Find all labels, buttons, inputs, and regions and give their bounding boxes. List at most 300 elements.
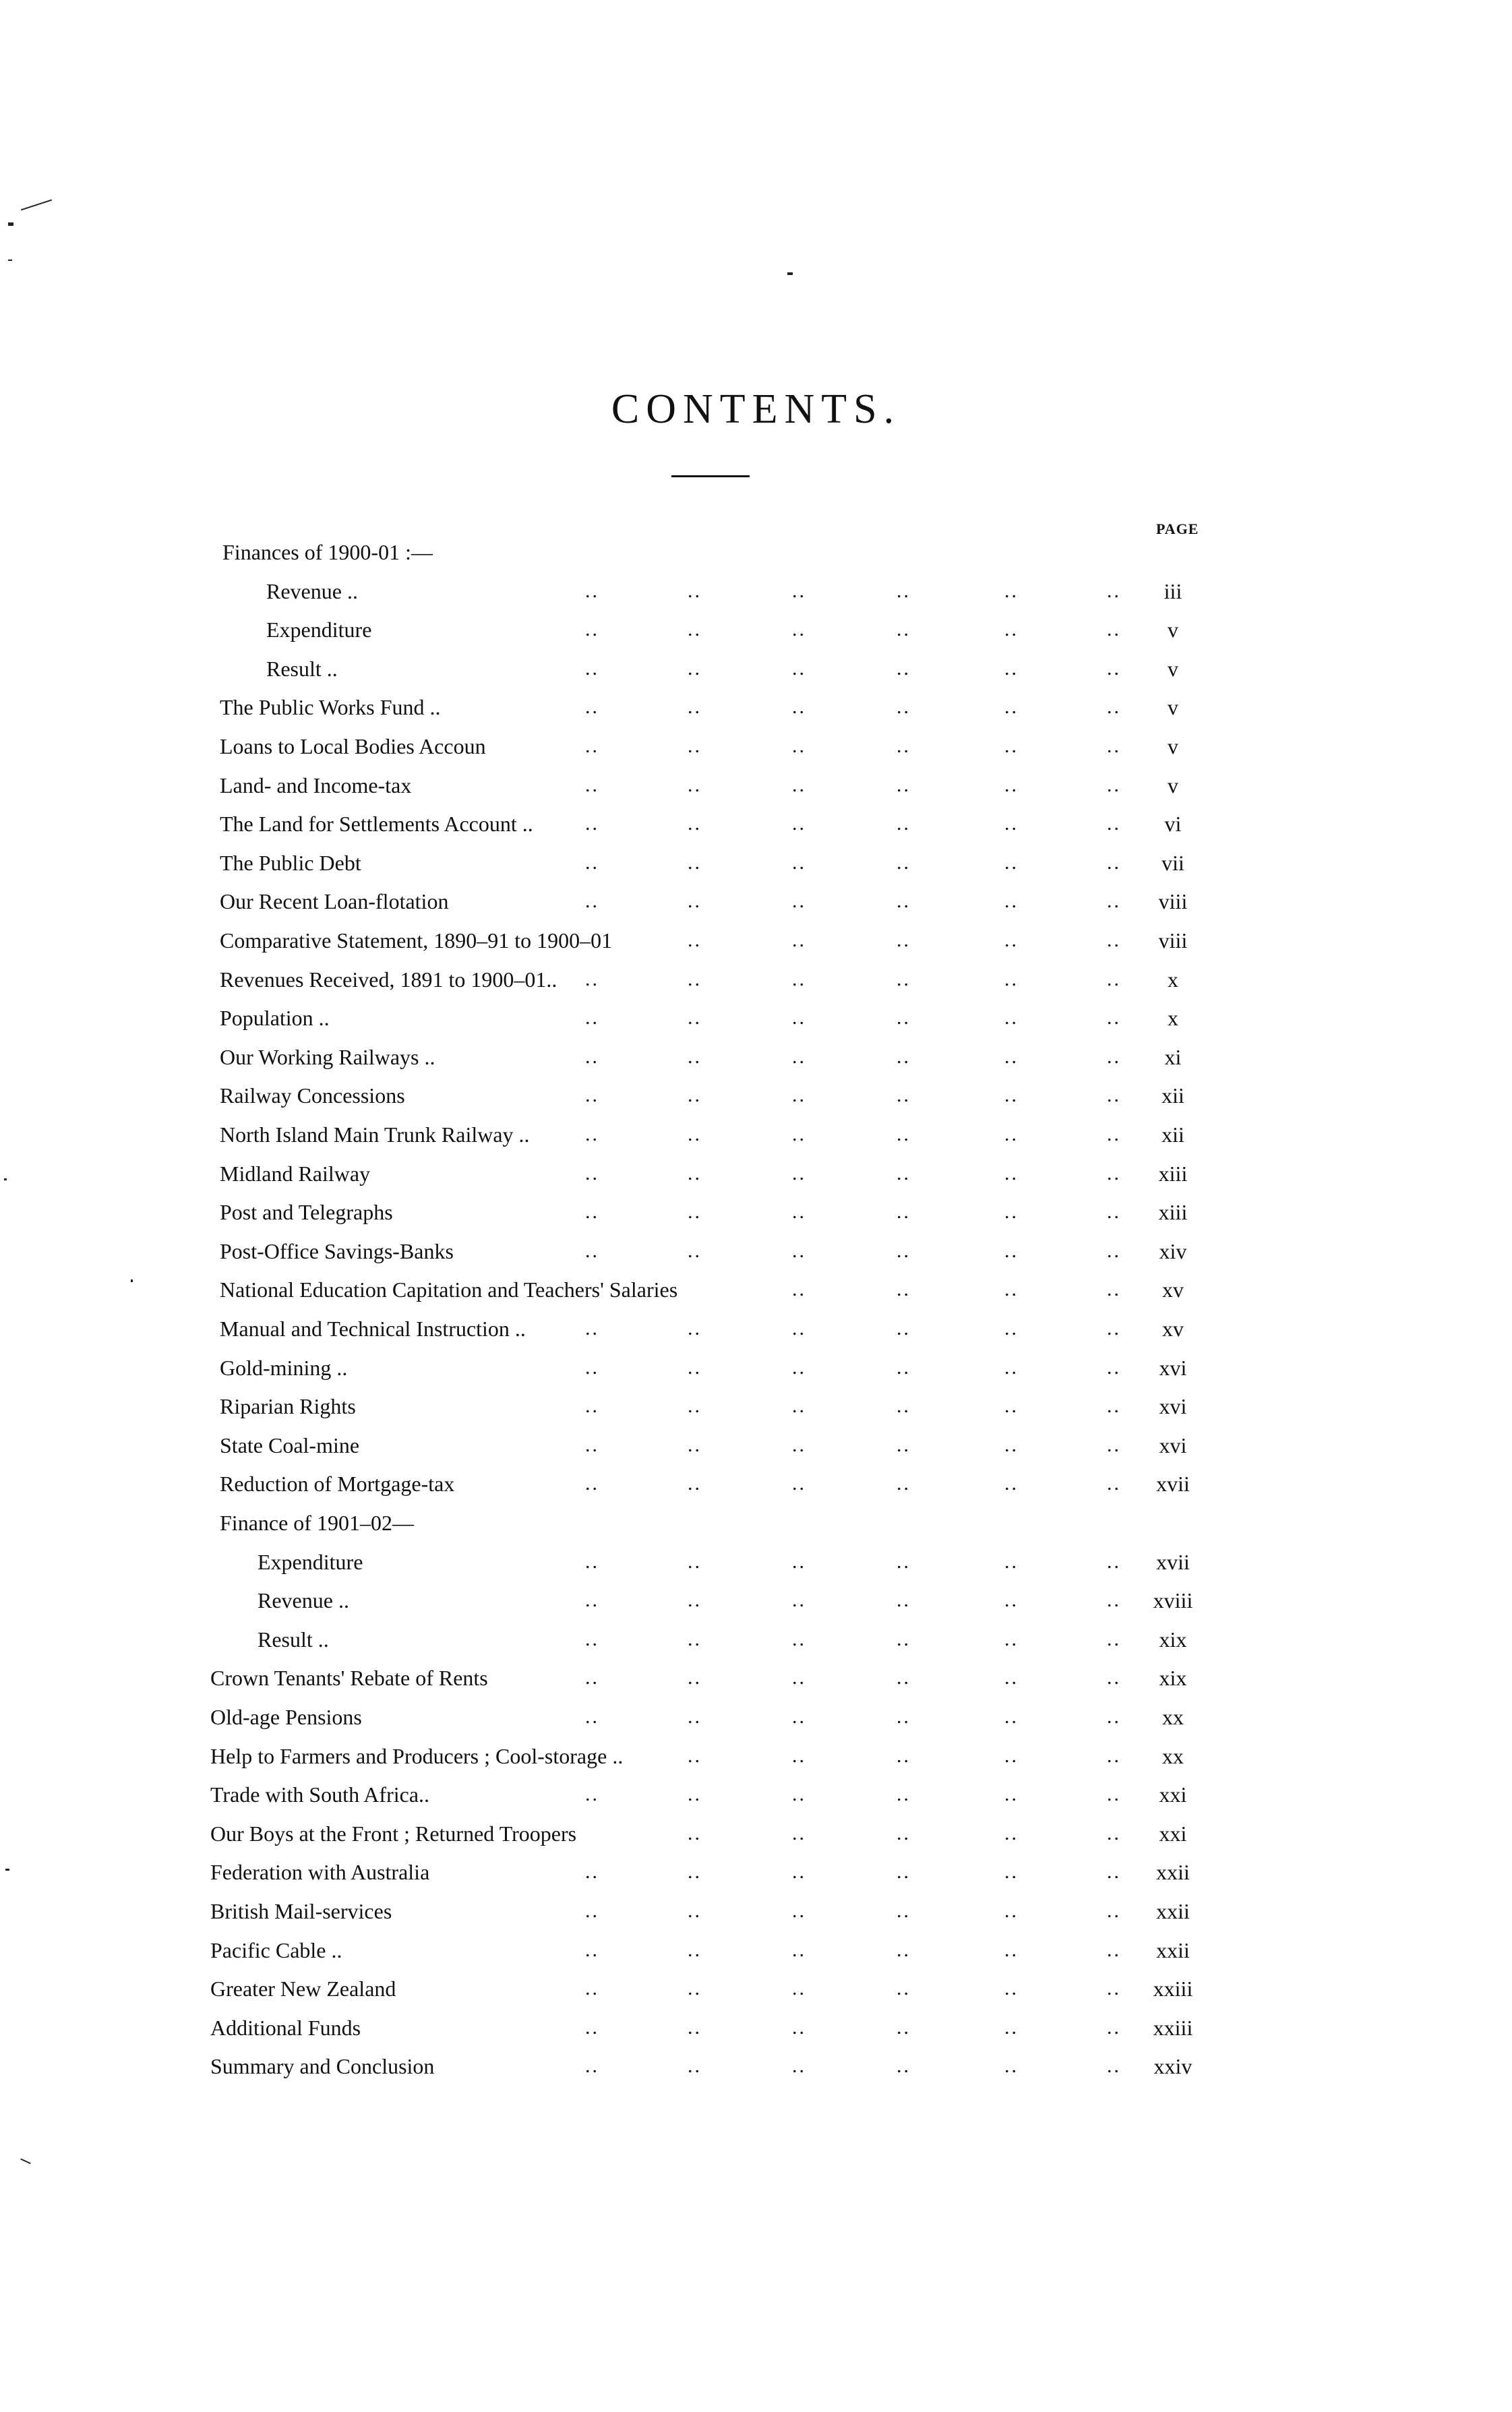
- toc-entry-label: Expenditure: [258, 1549, 363, 1574]
- leader-dots: ..: [792, 1627, 806, 1650]
- leader-dots: ..: [688, 929, 702, 951]
- toc-entry-label: Finance of 1901–02—: [220, 1511, 414, 1535]
- toc-entry: [0, 924, 1247, 957]
- leader-dots: ..: [897, 1627, 911, 1650]
- dot-leader: [0, 1157, 1139, 1190]
- dot-leader: [0, 691, 1139, 723]
- leader-dots: ..: [1107, 773, 1121, 796]
- leader-dots: ..: [688, 1977, 702, 2000]
- toc-entry-label: The Public Works Fund ..: [220, 695, 441, 720]
- toc-entry-label: Riparian Rights: [220, 1394, 356, 1419]
- toc-entry-page: xix: [1159, 1627, 1187, 1652]
- toc-entry: [0, 2050, 1247, 2082]
- dot-leader: [0, 1701, 1139, 1733]
- toc-entry-page: xxi: [1159, 1782, 1187, 1807]
- leader-dots: ..: [897, 1317, 911, 1339]
- leader-dots: ..: [897, 735, 911, 757]
- leader-dots: ..: [585, 657, 599, 680]
- dot-leader: [0, 613, 1139, 646]
- toc-entry: [0, 1468, 1247, 1500]
- toc-entry-page: x: [1168, 967, 1178, 992]
- leader-dots: ..: [897, 1666, 911, 1689]
- toc-entry: [0, 885, 1247, 917]
- toc-entry: [0, 1972, 1247, 2005]
- toc-entry-page: xxii: [1156, 1860, 1190, 1885]
- leader-dots: ..: [1004, 1821, 1019, 1844]
- leader-dots: ..: [585, 1395, 599, 1418]
- toc-entry-page: v: [1168, 695, 1178, 720]
- toc-entry: [0, 1429, 1247, 1461]
- leader-dots: ..: [1004, 1550, 1019, 1573]
- leader-dots: ..: [792, 735, 806, 757]
- toc-entry-label: Land- and Income-tax: [220, 773, 412, 797]
- scan-mark: [4, 1178, 7, 1180]
- leader-dots: ..: [585, 1900, 599, 1922]
- toc-entry-page: v: [1168, 773, 1178, 797]
- leader-dots: ..: [585, 1123, 599, 1145]
- leader-dots: ..: [1004, 1162, 1019, 1184]
- toc-entry-label: Crown Tenants' Rebate of Rents: [210, 1666, 488, 1691]
- leader-dots: ..: [1107, 1433, 1121, 1456]
- dot-leader: [0, 1313, 1139, 1345]
- leader-dots: ..: [897, 1239, 911, 1262]
- toc-entry: [0, 613, 1247, 646]
- leader-dots: ..: [1107, 851, 1121, 874]
- leader-dots: ..: [792, 1201, 806, 1224]
- leader-dots: ..: [1004, 1900, 1019, 1922]
- leader-dots: ..: [688, 812, 702, 835]
- leader-dots: ..: [1004, 929, 1019, 951]
- toc-entry: [0, 1701, 1247, 1733]
- leader-dots: ..: [688, 890, 702, 913]
- leader-dots: ..: [792, 1550, 806, 1573]
- toc-entry-label: Comparative Statement, 1890–91 to 1900–01: [220, 928, 613, 953]
- dot-leader: [0, 1662, 1139, 1694]
- leader-dots: ..: [585, 735, 599, 757]
- leader-dots: ..: [688, 1084, 702, 1107]
- leader-dots: ..: [792, 929, 806, 951]
- dot-leader: [0, 1584, 1139, 1617]
- leader-dots: ..: [792, 1821, 806, 1844]
- toc-entry: [0, 1079, 1247, 1112]
- leader-dots: ..: [792, 1239, 806, 1262]
- leader-dots: ..: [1107, 1938, 1121, 1961]
- toc-entry-label: Old-age Pensions: [210, 1705, 362, 1729]
- leader-dots: ..: [897, 851, 911, 874]
- toc-entry: [0, 1856, 1247, 1888]
- toc-entry-label: National Education Capitation and Teachers' Salaries: [220, 1277, 678, 1302]
- toc-entry-label: Population ..: [220, 1006, 330, 1031]
- toc-entry: [0, 963, 1247, 996]
- leader-dots: ..: [792, 967, 806, 990]
- leader-dots: ..: [897, 1278, 911, 1301]
- scan-mark: [8, 260, 12, 261]
- leader-dots: ..: [585, 1977, 599, 2000]
- leader-dots: ..: [688, 1433, 702, 1456]
- toc-entry-label: Additional Funds: [210, 2015, 361, 2040]
- leader-dots: ..: [585, 1783, 599, 1806]
- leader-dots: ..: [792, 696, 806, 719]
- leader-dots: ..: [1004, 890, 1019, 913]
- leader-dots: ..: [688, 1666, 702, 1689]
- leader-dots: ..: [1004, 1472, 1019, 1495]
- leader-dots: ..: [792, 657, 806, 680]
- leader-dots: ..: [688, 735, 702, 757]
- toc-entry-label: Revenue ..: [258, 1588, 349, 1613]
- leader-dots: ..: [585, 1239, 599, 1262]
- toc-entry-label: Revenues Received, 1891 to 1900–01..: [220, 967, 557, 992]
- leader-dots: ..: [1107, 1317, 1121, 1339]
- leader-dots: ..: [1004, 851, 1019, 874]
- toc-entry-label: Pacific Cable ..: [210, 1937, 342, 1962]
- dot-leader: [0, 1856, 1139, 1888]
- leader-dots: ..: [1004, 1006, 1019, 1029]
- leader-dots: ..: [897, 929, 911, 951]
- toc-entry-page: xiv: [1159, 1238, 1187, 1263]
- leader-dots: ..: [1004, 1123, 1019, 1145]
- dot-leader: [0, 653, 1139, 685]
- leader-dots: ..: [792, 1317, 806, 1339]
- leader-dots: ..: [792, 773, 806, 796]
- toc-entry-page: xxi: [1159, 1821, 1187, 1846]
- leader-dots: ..: [897, 1861, 911, 1883]
- dot-leader: [0, 1934, 1139, 1966]
- leader-dots: ..: [792, 1977, 806, 2000]
- toc-entry-label: Summary and Conclusion: [210, 2054, 435, 2079]
- leader-dots: ..: [1004, 618, 1019, 641]
- leader-dots: ..: [688, 1395, 702, 1418]
- toc-entry-page: xxii: [1156, 1899, 1190, 1923]
- toc-entry-label: Federation with Australia: [210, 1860, 430, 1885]
- leader-dots: ..: [1004, 1744, 1019, 1767]
- toc-entry: [0, 1507, 1247, 1539]
- toc-entry-label: Revenue ..: [266, 578, 358, 603]
- toc-entry-page: v: [1168, 656, 1178, 681]
- leader-dots: ..: [1004, 1861, 1019, 1883]
- leader-dots: ..: [792, 890, 806, 913]
- toc-entry-label: Gold-mining ..: [220, 1355, 348, 1380]
- leader-dots: ..: [688, 1472, 702, 1495]
- toc-entry-label: Post and Telegraphs: [220, 1200, 393, 1225]
- toc-entry-page: v: [1168, 734, 1178, 758]
- leader-dots: ..: [897, 1472, 911, 1495]
- toc-entry: [0, 1041, 1247, 1073]
- toc-entry: [0, 1895, 1247, 1927]
- leader-dots: ..: [1107, 1706, 1121, 1728]
- toc-entry: [0, 1817, 1247, 1850]
- dot-leader: [0, 1352, 1139, 1384]
- leader-dots: ..: [1107, 1589, 1121, 1612]
- leader-dots: ..: [897, 1356, 911, 1379]
- leader-dots: ..: [792, 1666, 806, 1689]
- leader-dots: ..: [792, 1706, 806, 1728]
- leader-dots: ..: [897, 1821, 911, 1844]
- leader-dots: ..: [1107, 696, 1121, 719]
- dot-leader: [0, 1118, 1139, 1151]
- leader-dots: ..: [1004, 1395, 1019, 1418]
- toc-entry-label: Trade with South Africa..: [210, 1782, 430, 1807]
- leader-dots: ..: [585, 812, 599, 835]
- toc-entry-page: xii: [1161, 1122, 1184, 1147]
- toc-entry: [0, 1002, 1247, 1034]
- leader-dots: ..: [1107, 1472, 1121, 1495]
- leader-dots: ..: [585, 1045, 599, 1068]
- leader-dots: ..: [897, 1045, 911, 1068]
- toc-entry-label: Help to Farmers and Producers ; Cool-storage ..: [210, 1743, 624, 1768]
- leader-dots: ..: [688, 1744, 702, 1767]
- scan-mark: [8, 222, 13, 226]
- leader-dots: ..: [688, 1239, 702, 1262]
- toc-entry: [0, 691, 1247, 723]
- leader-dots: ..: [792, 1861, 806, 1883]
- leader-dots: ..: [1004, 1278, 1019, 1301]
- leader-dots: ..: [585, 1627, 599, 1650]
- leader-dots: ..: [1004, 1938, 1019, 1961]
- leader-dots: ..: [1107, 2016, 1121, 2039]
- leader-dots: ..: [792, 1589, 806, 1612]
- leader-dots: ..: [792, 618, 806, 641]
- toc-entry-label: Midland Railway: [220, 1161, 371, 1186]
- leader-dots: ..: [1004, 1317, 1019, 1339]
- toc-entry: [0, 1623, 1247, 1656]
- leader-dots: ..: [585, 1201, 599, 1224]
- dot-leader: [0, 1623, 1139, 1656]
- leader-dots: ..: [792, 2016, 806, 2039]
- leader-dots: ..: [585, 1317, 599, 1339]
- leader-dots: ..: [792, 1084, 806, 1107]
- leader-dots: ..: [585, 1706, 599, 1728]
- leader-dots: ..: [792, 1162, 806, 1184]
- leader-dots: ..: [897, 1977, 911, 2000]
- dot-leader: [0, 1079, 1139, 1112]
- dot-leader: [0, 1196, 1139, 1228]
- leader-dots: ..: [585, 890, 599, 913]
- toc-entry-page: vii: [1161, 850, 1184, 875]
- dot-leader: [0, 963, 1139, 996]
- dot-leader: [0, 1740, 1139, 1772]
- leader-dots: ..: [1107, 1744, 1121, 1767]
- leader-dots: ..: [897, 696, 911, 719]
- leader-dots: ..: [688, 1201, 702, 1224]
- dot-leader: [0, 1041, 1139, 1073]
- toc-entry-page: xv: [1162, 1317, 1184, 1341]
- toc-entry-label: Our Recent Loan-flotation: [220, 889, 449, 914]
- toc-entry-page: xii: [1161, 1083, 1184, 1108]
- leader-dots: ..: [1107, 1395, 1121, 1418]
- toc-entry: [0, 575, 1247, 607]
- leader-dots: ..: [1004, 1666, 1019, 1689]
- toc-entry-label: The Public Debt: [220, 850, 361, 875]
- leader-dots: ..: [585, 2055, 599, 2078]
- leader-dots: ..: [1107, 1006, 1121, 1029]
- toc-entry-label: The Land for Settlements Account ..: [220, 812, 533, 837]
- dot-leader: [0, 575, 1139, 607]
- leader-dots: ..: [1107, 890, 1121, 913]
- leader-dots: ..: [585, 967, 599, 990]
- leader-dots: ..: [897, 890, 911, 913]
- leader-dots: ..: [897, 1006, 911, 1029]
- leader-dots: ..: [897, 773, 911, 796]
- leader-dots: ..: [897, 1589, 911, 1612]
- leader-dots: ..: [688, 1861, 702, 1883]
- leader-dots: ..: [1107, 1201, 1121, 1224]
- toc-entry: [0, 1196, 1247, 1228]
- leader-dots: ..: [792, 812, 806, 835]
- dot-leader: [0, 2050, 1139, 2082]
- dot-leader: [0, 2012, 1139, 2044]
- toc-entry-page: xviii: [1153, 1588, 1193, 1613]
- leader-dots: ..: [1004, 2055, 1019, 2078]
- leader-dots: ..: [1107, 1977, 1121, 2000]
- leader-dots: ..: [792, 1006, 806, 1029]
- toc-entry-label: Manual and Technical Instruction ..: [220, 1317, 526, 1341]
- leader-dots: ..: [1107, 1045, 1121, 1068]
- toc-entry-page: vi: [1164, 812, 1182, 837]
- leader-dots: ..: [897, 967, 911, 990]
- leader-dots: ..: [1107, 1627, 1121, 1650]
- leader-dots: ..: [897, 1550, 911, 1573]
- leader-dots: ..: [688, 1783, 702, 1806]
- toc-entry: [0, 769, 1247, 802]
- toc-entry-page: xvi: [1159, 1394, 1187, 1419]
- dot-leader: [0, 1778, 1139, 1811]
- leader-dots: ..: [1107, 1900, 1121, 1922]
- leader-dots: ..: [897, 1084, 911, 1107]
- leader-dots: ..: [1004, 579, 1019, 602]
- leader-dots: ..: [585, 1666, 599, 1689]
- toc-entry-label: Finances of 1900-01 :—: [222, 540, 433, 564]
- leader-dots: ..: [688, 851, 702, 874]
- leader-dots: ..: [1004, 1084, 1019, 1107]
- leader-dots: ..: [1107, 929, 1121, 951]
- leader-dots: ..: [1107, 812, 1121, 835]
- leader-dots: ..: [1004, 1356, 1019, 1379]
- toc-entry-page: xxiii: [1153, 2015, 1193, 2040]
- toc-entry: [0, 847, 1247, 879]
- leader-dots: ..: [585, 851, 599, 874]
- toc-entry-page: xx: [1162, 1705, 1184, 1729]
- toc-entry-label: Railway Concessions: [220, 1083, 405, 1108]
- toc-entry: [0, 1778, 1247, 1811]
- leader-dots: ..: [1004, 1706, 1019, 1728]
- leader-dots: ..: [792, 1395, 806, 1418]
- dot-leader: [0, 1429, 1139, 1461]
- leader-dots: ..: [1004, 773, 1019, 796]
- leader-dots: ..: [792, 1472, 806, 1495]
- leader-dots: ..: [792, 1045, 806, 1068]
- leader-dots: ..: [792, 1938, 806, 1961]
- leader-dots: ..: [1004, 1627, 1019, 1650]
- toc-entry-page: xvii: [1156, 1472, 1190, 1497]
- leader-dots: ..: [688, 1550, 702, 1573]
- leader-dots: ..: [585, 1433, 599, 1456]
- toc-entry-page: xvi: [1159, 1433, 1187, 1457]
- scan-mark: [5, 1869, 9, 1871]
- dot-leader: [0, 1817, 1139, 1850]
- leader-dots: ..: [1004, 1783, 1019, 1806]
- leader-dots: ..: [1107, 1356, 1121, 1379]
- toc-entry: [0, 653, 1247, 685]
- leader-dots: ..: [897, 618, 911, 641]
- leader-dots: ..: [1107, 1162, 1121, 1184]
- leader-dots: ..: [1004, 696, 1019, 719]
- dot-leader: [0, 1273, 1139, 1306]
- leader-dots: ..: [688, 773, 702, 796]
- toc-entry-label: Reduction of Mortgage-tax: [220, 1472, 455, 1497]
- toc-entry-page: xv: [1162, 1277, 1184, 1302]
- leader-dots: ..: [1004, 1201, 1019, 1224]
- toc-entry-page: iii: [1163, 578, 1182, 603]
- toc-entry: [0, 1662, 1247, 1694]
- leader-dots: ..: [1004, 657, 1019, 680]
- leader-dots: ..: [792, 851, 806, 874]
- toc-entry: [0, 1352, 1247, 1384]
- leader-dots: ..: [897, 1783, 911, 1806]
- leader-dots: ..: [897, 2055, 911, 2078]
- toc-entry: [0, 2012, 1247, 2044]
- page-column-header: PAGE: [1156, 520, 1199, 537]
- toc-entry-page: xi: [1164, 1044, 1182, 1069]
- leader-dots: ..: [1107, 1239, 1121, 1262]
- dot-leader: [0, 1390, 1139, 1422]
- leader-dots: ..: [688, 1589, 702, 1612]
- leader-dots: ..: [688, 1821, 702, 1844]
- leader-dots: ..: [897, 1706, 911, 1728]
- leader-dots: ..: [688, 1356, 702, 1379]
- toc-entry: [0, 1118, 1247, 1151]
- leader-dots: ..: [897, 1433, 911, 1456]
- toc-entry: [0, 1157, 1247, 1190]
- leader-dots: ..: [688, 1123, 702, 1145]
- toc-entry: [0, 536, 1247, 568]
- toc-entry-label: State Coal-mine: [220, 1433, 360, 1457]
- leader-dots: ..: [897, 1395, 911, 1418]
- toc-entry-page: xxiii: [1153, 1977, 1193, 2001]
- leader-dots: ..: [585, 1861, 599, 1883]
- leader-dots: ..: [585, 1938, 599, 1961]
- dot-leader: [0, 885, 1139, 917]
- leader-dots: ..: [1107, 1278, 1121, 1301]
- leader-dots: ..: [1004, 967, 1019, 990]
- toc-entry-page: xiii: [1158, 1161, 1188, 1186]
- toc-entry-label: Loans to Local Bodies Accoun: [220, 734, 486, 758]
- toc-entry: [0, 1235, 1247, 1267]
- leader-dots: ..: [897, 1123, 911, 1145]
- leader-dots: ..: [1107, 618, 1121, 641]
- toc-entry: [0, 1313, 1247, 1345]
- leader-dots: ..: [1004, 812, 1019, 835]
- leader-dots: ..: [1107, 579, 1121, 602]
- leader-dots: ..: [897, 657, 911, 680]
- leader-dots: ..: [792, 1783, 806, 1806]
- toc-entry-page: viii: [1158, 928, 1188, 953]
- leader-dots: ..: [1107, 1666, 1121, 1689]
- leader-dots: ..: [1107, 1084, 1121, 1107]
- leader-dots: ..: [1004, 735, 1019, 757]
- leader-dots: ..: [792, 1356, 806, 1379]
- leader-dots: ..: [792, 2055, 806, 2078]
- page-title: CONTENTS.: [611, 386, 901, 432]
- toc-entry: [0, 1546, 1247, 1578]
- leader-dots: ..: [585, 1006, 599, 1029]
- leader-dots: ..: [1107, 1821, 1121, 1844]
- leader-dots: ..: [585, 1589, 599, 1612]
- leader-dots: ..: [1107, 967, 1121, 990]
- leader-dots: ..: [585, 773, 599, 796]
- leader-dots: ..: [1107, 2055, 1121, 2078]
- leader-dots: ..: [897, 1900, 911, 1922]
- leader-dots: ..: [688, 2055, 702, 2078]
